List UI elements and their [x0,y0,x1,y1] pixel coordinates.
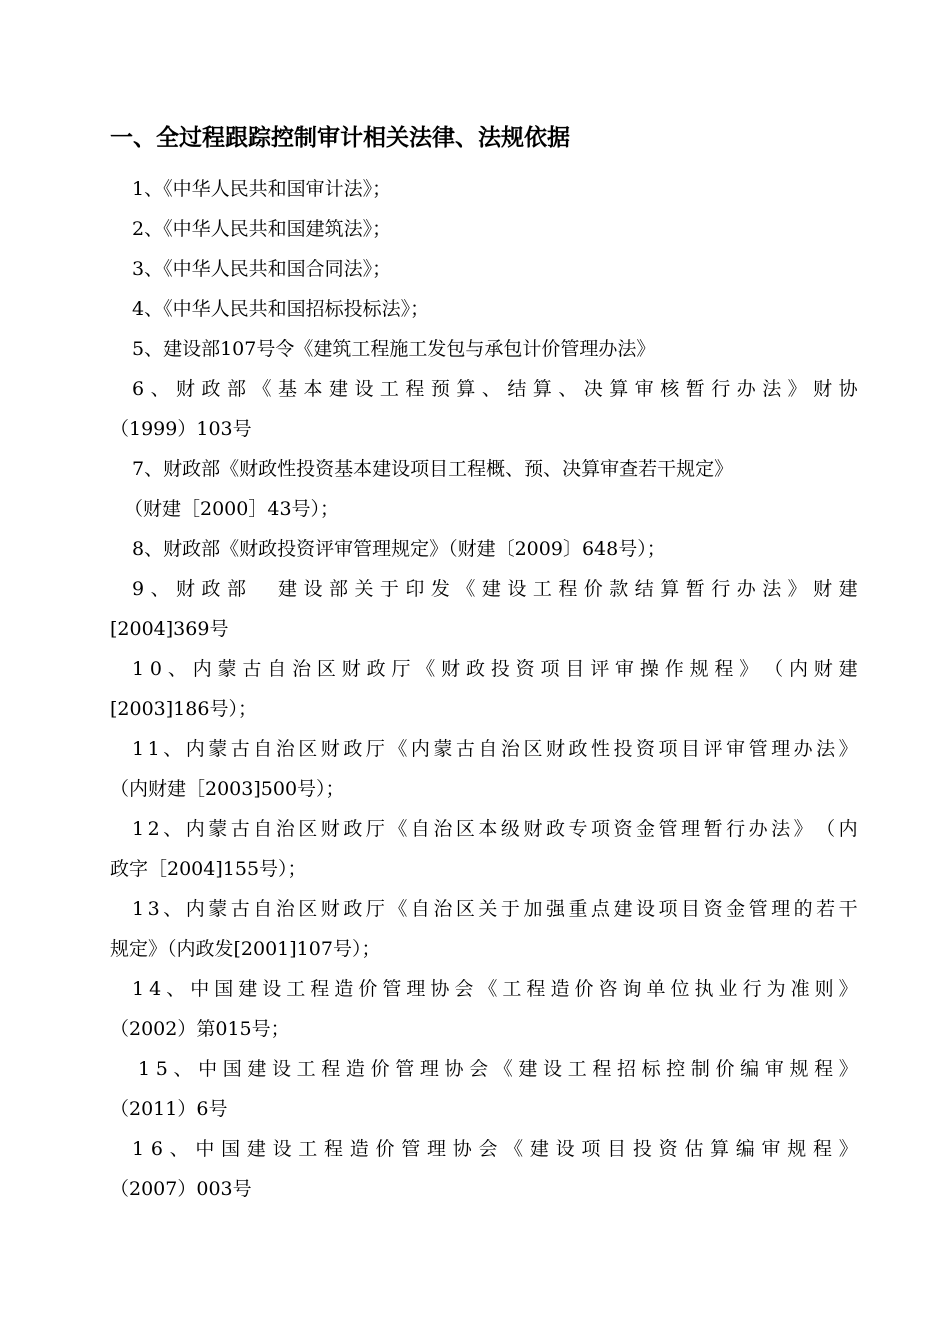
list-item-16: 1 6 、 中 国 建 设 工 程 造 价 管 理 协 会 《 建 设 项 目 投 资 估 算 编 审 规 程 》 [132,1138,858,1160]
list-item-2: 2、《中华人民共和国建筑法》； [132,218,392,240]
list-item-9-continuation: [2004]369号 [110,618,229,640]
list-item-12-continuation: 政字［2004]155号）； [110,858,307,880]
list-item-9: 9 、 财 政 部 建 设 部 关 于 印 发 《 建 设 工 程 价 款 结 算 暂 行 办 法 》 财 建 [132,578,858,600]
list-item-6-continuation: （1999）103号 [110,418,252,440]
list-item-12: 1 2 、 内 蒙 古 自 治 区 财 政 厅 《 自 治 区 本 级 财 政 专 项 资 金 管 理 暂 行 办 法 》 （ 内 [132,818,858,840]
list-item-10: 1 0 、 内 蒙 古 自 治 区 财 政 厅 《 财 政 投 资 项 目 评 审 操 作 规 程 》 （ 内 财 建 [132,658,858,680]
list-item-11-continuation: （内财建［2003]500号）； [110,778,345,800]
list-item-15: 1 5 、 中 国 建 设 工 程 造 价 管 理 协 会 《 建 设 工 程 招 标 控 制 价 编 审 规 程 》 [138,1058,858,1080]
list-item-16-continuation: （2007）003号 [110,1178,252,1200]
list-item-14: 1 4 、 中 国 建 设 工 程 造 价 管 理 协 会 《 工 程 造 价 咨 询 单 位 执 业 行 为 准 则 》 [132,978,858,1000]
list-item-15-continuation: （2011）6号 [110,1098,228,1120]
list-item-3: 3、《中华人民共和国合同法》； [132,258,392,280]
list-item-1: 1、《中华人民共和国审计法》； [132,178,392,200]
list-item-6: 6 、 财 政 部 《 基 本 建 设 工 程 预 算 、 结 算 、 决 算 审 核 暂 行 办 法 》 财 协 [132,378,858,400]
list-item-8: 8、财政部《财政投资评审管理规定》（财建〔2009〕648号）； [132,538,666,560]
list-item-7: 7、财政部《财政性投资基本建设项目工程概、预、决算审查若干规定》 [132,458,734,480]
section-heading: 一、全过程跟踪控制审计相关法律、法规依据 [110,125,570,151]
list-item-13-continuation: 规定》（内政发[2001]107号）； [110,938,381,960]
list-item-5: 5、建设部107号令《建筑工程施工发包与承包计价管理办法》 [132,338,656,360]
list-item-13: 1 3 、 内 蒙 古 自 治 区 财 政 厅 《 自 治 区 关 于 加 强 重 点 建 设 项 目 资 金 管 理 的 若 干 [132,898,858,920]
list-item-10-continuation: [2003]186号）； [110,698,257,720]
list-item-11: 1 1 、 内 蒙 古 自 治 区 财 政 厅 《 内 蒙 古 自 治 区 财 政 性 投 资 项 目 评 审 管 理 办 法 》 [132,738,858,760]
list-item-4: 4、《中华人民共和国招标投标法》； [132,298,430,320]
list-item-7-continuation: （财建［2000］43号）； [124,498,340,520]
list-item-14-continuation: （2002）第015号； [110,1018,290,1040]
